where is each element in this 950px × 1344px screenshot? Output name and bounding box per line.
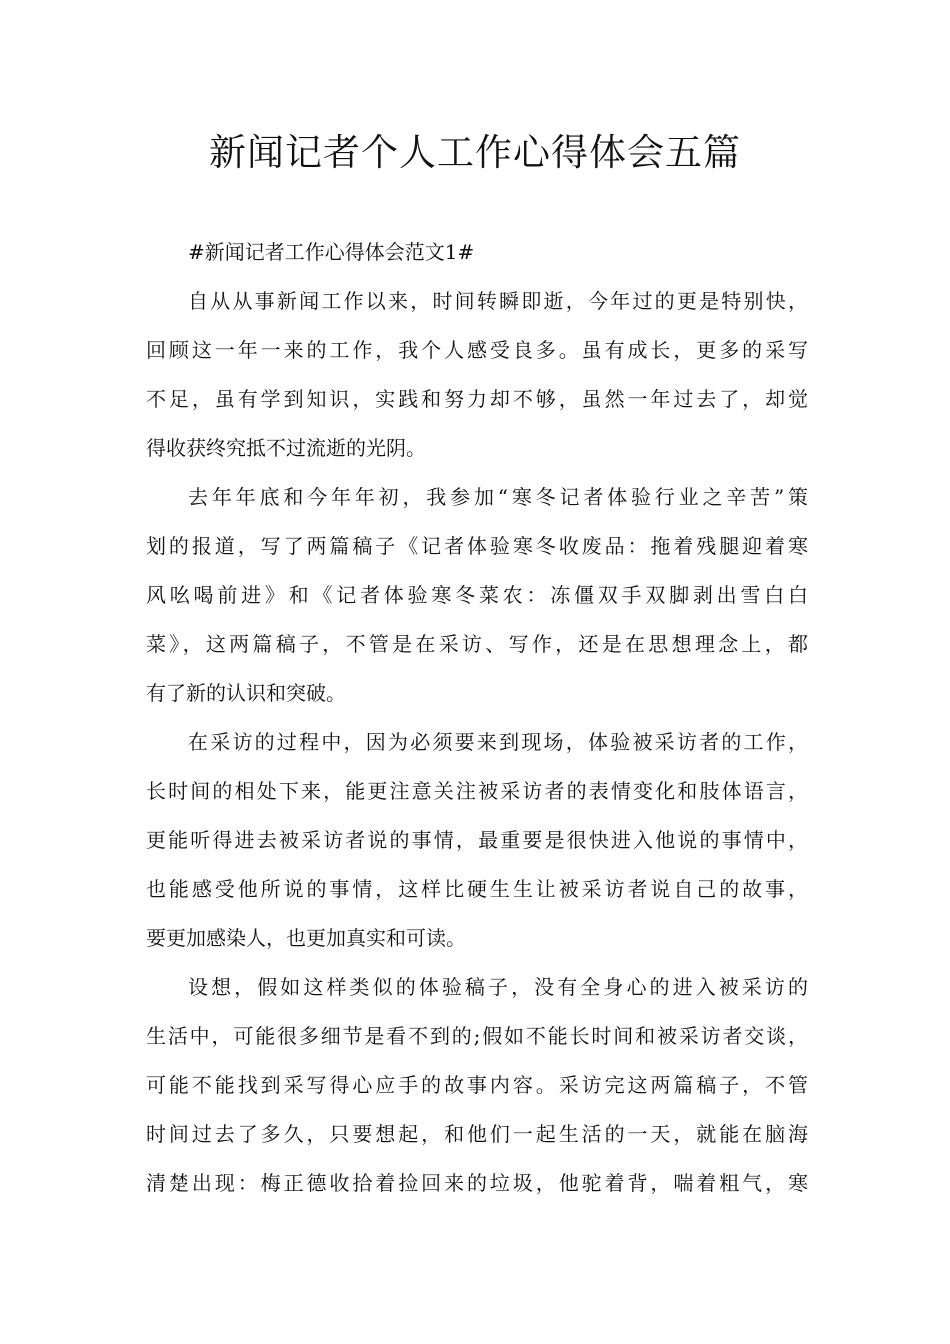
- section-heading: #新闻记者工作心得体会范文1#: [188, 240, 475, 264]
- paragraph-3-line-3: 更能听得进去被采访者说的事情，最重要是很快进入他说的事情中，: [146, 828, 808, 852]
- document-body: [146, 228, 808, 1208]
- document-title: 新闻记者个人工作心得体会五篇: [209, 131, 741, 174]
- paragraph-2-line-2: 划的报道，写了两篇稿子《记者体验寒冬收废品：拖着残腿迎着寒: [146, 534, 808, 558]
- paragraph-4-line-1: 设想，假如这样类似的体验稿子，没有全身心的进入被采访的: [188, 975, 808, 999]
- paragraph-1-line-4: 得收获终究抵不过流逝的光阴。: [146, 436, 426, 460]
- paragraph-1-line-2: 回顾这一年一来的工作，我个人感受良多。虽有成长，更多的采写: [146, 338, 808, 362]
- paragraph-3-line-1: 在采访的过程中，因为必须要来到现场，体验被采访者的工作，: [188, 730, 808, 754]
- paragraph-2-line-4: 菜》，这两篇稿子，不管是在采访、写作，还是在思想理念上，都: [146, 632, 808, 656]
- paragraph-4-line-4: 时间过去了多久，只要想起，和他们一起生活的一天，就能在脑海: [146, 1122, 808, 1146]
- paragraph-4-line-5: 清楚出现：梅正德收拾着捡回来的垃圾，他驼着背，喘着粗气，寒: [146, 1171, 808, 1195]
- paragraph-4-line-2: 生活中，可能很多细节是看不到的;假如不能长时间和被采访者交谈，: [146, 1024, 808, 1048]
- paragraph-3-line-2: 长时间的相处下来，能更注意关注被采访者的表情变化和肢体语言，: [146, 779, 808, 803]
- paragraph-2-line-3: 风吆喝前进》和《记者体验寒冬菜农：冻僵双手双脚剥出雪白白: [146, 583, 808, 607]
- paragraph-1-line-3: 不足，虽有学到知识，实践和努力却不够，虽然一年过去了，却觉: [146, 387, 808, 411]
- paragraph-4-line-3: 可能不能找到采写得心应手的故事内容。采访完这两篇稿子，不管: [146, 1073, 808, 1097]
- paragraph-1-line-1: 自从从事新闻工作以来，时间转瞬即逝，今年过的更是特别快，: [188, 289, 808, 313]
- paragraph-3-line-5: 要更加感染人，也更加真实和可读。: [146, 926, 466, 950]
- paragraph-3-line-4: 也能感受他所说的事情，这样比硬生生让被采访者说自己的故事，: [146, 877, 808, 901]
- paragraph-2-line-1: 去年年底和今年年初，我参加“寒冬记者体验行业之辛苦”策: [188, 485, 808, 509]
- paragraph-2-line-5: 有了新的认识和突破。: [146, 681, 346, 705]
